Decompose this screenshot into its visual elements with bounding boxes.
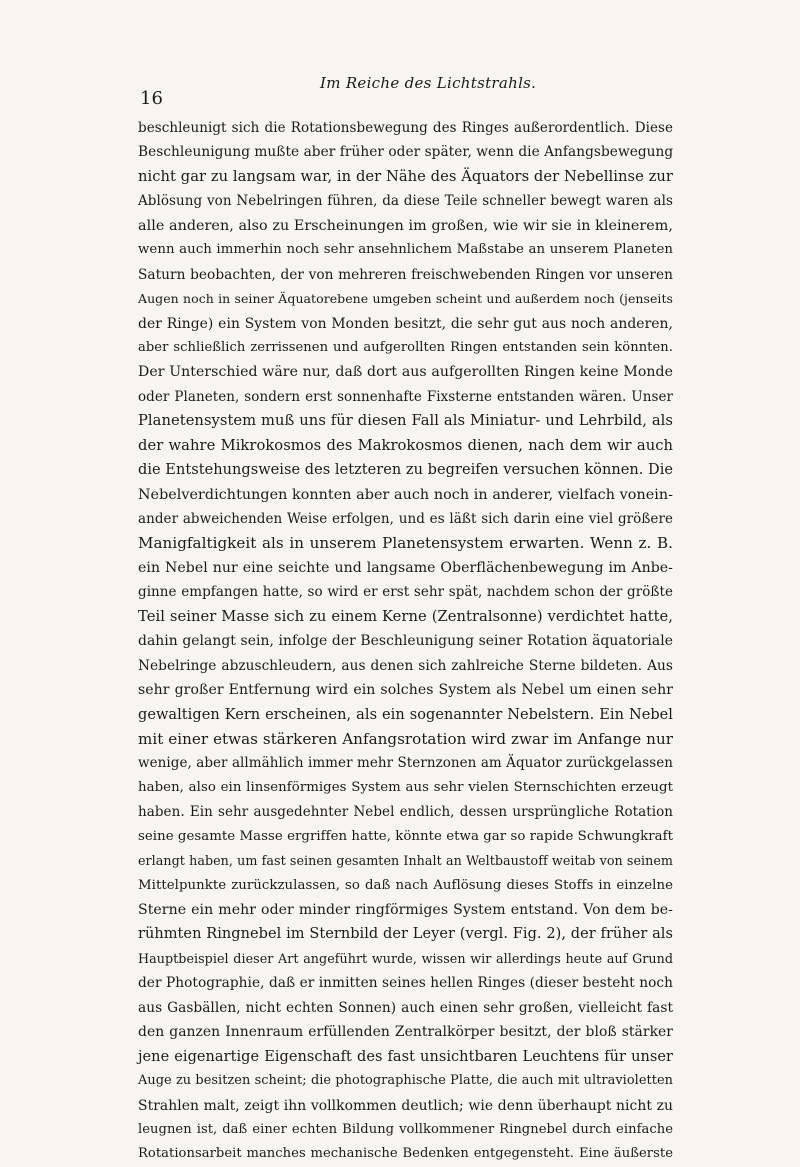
text-line: rühmten Ringnebel im Sternbild der Leyer (vergl. Fig. 2), der früher als bbox=[138, 926, 673, 943]
text-line: haben, also ein linsenförmiges System aus sehr vielen Sternschichten erzeugt bbox=[138, 779, 673, 795]
text-line: jene eigenartige Eigenschaft des fast unsichtbaren Leuchtens für unser bbox=[138, 1048, 673, 1065]
text-line: Ablösung von Nebelringen führen, da diese Teile schneller bewegt waren als bbox=[138, 193, 673, 210]
text-line: sehr großer Entfernung wird ein solches System als Nebel um einen sehr bbox=[138, 682, 673, 699]
body-text bbox=[138, 116, 673, 1167]
page-number: 16 bbox=[140, 88, 163, 109]
text-line: aus Gasbällen, nicht echten Sonnen) auch einen sehr großen, vielleicht fast bbox=[138, 999, 673, 1016]
text-line: ein Nebel nur eine seichte und langsame Oberflächenbewegung im Anbe- bbox=[138, 559, 673, 576]
text-line: Strahlen malt, zeigt ihn vollkommen deutlich; wie denn überhaupt nicht zu bbox=[138, 1097, 673, 1114]
text-line: haben. Ein sehr ausgedehnter Nebel endlich, dessen ursprüngliche Rotation bbox=[138, 804, 673, 821]
text-line: Der Unterschied wäre nur, daß dort aus aufgerollten Ringen keine Monde bbox=[138, 364, 673, 381]
running-head: Im Reiche des Lichtstrahls. bbox=[320, 74, 537, 92]
text-line: Teil seiner Masse sich zu einem Kerne (Zentralsonne) verdichtet hatte, bbox=[138, 607, 673, 625]
text-line: der Ringe) ein System von Monden besitzt, die sehr gut aus noch anderen, bbox=[138, 315, 673, 332]
text-line: die Entstehungsweise des letzteren zu begreifen versuchen können. Die bbox=[138, 462, 674, 479]
text-line: wenige, aber allmählich immer mehr Sternzonen am Äquator zurückgelassen bbox=[138, 755, 673, 772]
text-line: ginne empfangen hatte, so wird er erst sehr spät, nachdem schon der größte bbox=[138, 584, 673, 601]
text-line: ander abweichenden Weise erfolgen, und es läßt sich darin eine viel größere bbox=[138, 511, 673, 527]
text-line: der Photographie, daß er inmitten seines hellen Ringes (dieser besteht noch bbox=[138, 975, 673, 992]
text-line: Sterne ein mehr oder minder ringförmiges System entstand. Von dem be- bbox=[138, 902, 673, 918]
text-line: dahin gelangt sein, infolge der Beschleunigung seiner Rotation äquatoriale bbox=[138, 633, 673, 650]
text-line: erlangt haben, um fast seinen gesamten Inhalt an Weltbaustoff weitab von seinem bbox=[138, 853, 673, 869]
text-line: oder Planeten, sondern erst sonnenhafte Fixsterne entstanden wären. Unser bbox=[138, 388, 673, 405]
text-line: Nebelringe abzuschleudern, aus denen sich zahlreiche Sterne bildeten. Aus bbox=[138, 657, 673, 674]
text-line: wenn auch immerhin noch sehr ansehnlichem Maßstabe an unserem Planeten bbox=[138, 242, 673, 258]
text-line: alle anderen, also zu Erscheinungen im großen, wie wir sie in kleinerem, bbox=[138, 217, 673, 234]
text-line: Hauptbeispiel dieser Art angeführt wurde, wissen wir allerdings heute auf Grund bbox=[138, 950, 673, 966]
text-line: den ganzen Innenraum erfüllenden Zentralkörper besitzt, der bloß stärker bbox=[138, 1024, 673, 1041]
text-line: leugnen ist, daß einer echten Bildung vollkommener Ringnebel durch einfache bbox=[138, 1121, 673, 1137]
text-line: nicht gar zu langsam war, in der Nähe des Äquators der Nebellinse zur bbox=[138, 167, 673, 185]
text-line: der wahre Mikrokosmos des Makrokosmos dienen, nach dem wir auch bbox=[138, 436, 673, 454]
text-line: seine gesamte Masse ergriffen hatte, könnte etwa gar so rapide Schwungkraft bbox=[138, 828, 674, 844]
text-line: aber schließlich zerrissenen und aufgerollten Ringen entstanden sein könnten. bbox=[138, 339, 673, 355]
text-line: Auge zu besitzen scheint; die photographische Platte, die auch mit ultravioletten bbox=[138, 1073, 673, 1089]
text-line: beschleunigt sich die Rotationsbewegung des Ringes außerordentlich. Diese bbox=[138, 120, 673, 136]
text-line: gewaltigen Kern erscheinen, als ein sogenannter Nebelstern. Ein Nebel bbox=[138, 706, 673, 723]
text-line: Manigfaltigkeit als in unserem Planetensystem erwarten. Wenn z. B. bbox=[138, 534, 673, 553]
text-line: mit einer etwas stärkeren Anfangsrotation wird zwar im Anfange nur bbox=[138, 729, 673, 748]
text-line: Planetensystem muß uns für diesen Fall als Miniatur- und Lehrbild, als bbox=[138, 412, 673, 430]
text-line: Rotationsarbeit manches mechanische Bedenken entgegensteht. Eine äußerste bbox=[138, 1146, 673, 1162]
text-line: Augen noch in seiner Äquatorebene umgeben scheint und außerdem noch (jenseits bbox=[138, 291, 673, 307]
text-line: Beschleunigung mußte aber früher oder später, wenn die Anfangsbewegung bbox=[138, 144, 674, 161]
text-line: Mittelpunkte zurückzulassen, so daß nach Auflösung dieses Stoffs in einzelne bbox=[138, 877, 673, 893]
text-line: Saturn beobachten, der von mehreren freischwebenden Ringen vor unseren bbox=[138, 266, 673, 283]
text-line: Nebelverdichtungen konnten aber auch noch in anderer, vielfach vonein- bbox=[138, 486, 673, 503]
